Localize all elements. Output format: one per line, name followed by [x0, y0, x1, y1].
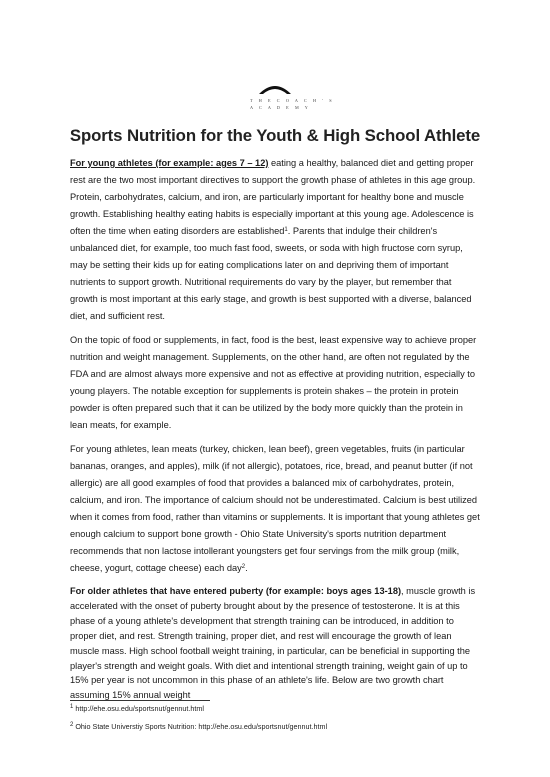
footnote-ref-1[interactable]: 1 — [284, 227, 288, 233]
paragraph-text: . Parents that indulge their children's unbalanced diet, for example, too much fast food, sweets, or soda with high fructose corn syrup, may be setting their kids up for eating complications later on and depriving them of important nutrients to support growth. Nutritional requirements do vary by the player, but remember that growth is most important at this early stage, and growth is best supported with a diverse, balanced diet, and sufficient rest. — [70, 226, 472, 321]
coaches-academy-logo — [250, 82, 335, 112]
paragraph-food-supplements: On the topic of food or supplements, in fact, food is the best, least expensive way to achieve proper nutrition and weight management. Supplements, on the other hand, are often not regulated by the FDA and are almost always more expensive and not as effective at providing nutrition, especially to young players. The notable exception for supplements is protein shakes – the protein in protein powder is often prepared such that it can be utilized by the body more quickly than the protein in lean meats, for example. — [70, 335, 477, 430]
paragraph-text: . — [245, 563, 248, 573]
logo-arc-icon — [257, 82, 293, 96]
paragraph-older-athletes — [70, 584, 481, 703]
older-athletes-heading: For older athletes that have entered puberty (for example: boys ages 13-18) — [70, 586, 402, 596]
footnote-link-2[interactable]: Ohio State Universtiy Sports Nutrition: http://ehe.osu.edu/sportsnut/gennut.html — [73, 722, 328, 731]
document-body — [70, 155, 481, 710]
footnote-1 — [70, 704, 204, 713]
footnote-link-1[interactable]: http://ehe.osu.edu/sportsnut/gennut.html — [73, 704, 205, 713]
footnote-2 — [70, 722, 327, 731]
footnote-number-1: 1 — [70, 704, 74, 710]
paragraph-text: eating a healthy, balanced diet and getting proper rest are the two most important directives to support the growth phase of athletes in this age group. Protein, carbohydrates, calcium, and iron, are particularly important for healthy bone and muscle growth. Establishing healthy eating habits is especially important at this young age. Adolescence is often the time when eating disorders are established — [70, 158, 476, 236]
footnote-number-2: 2 — [70, 722, 74, 728]
logo-text-line2: A C A D E M Y — [250, 105, 311, 110]
footnote-divider — [70, 700, 210, 701]
paragraph-text: , muscle growth is accelerated with the onset of puberty brought about by the presence of testosterone. It is at this phase of a young athlete's development that strength training can be introduced, in addition to proper diet, and rest. Strength training, proper diet, and rest will encourage the growth of lean muscle mass. High school football weight training, in particular, can be beneficial in supporting the player's strength and weight goals. With diet and intentional strength training, weight gain of up to 15% per year is not uncommon in this phase of an athlete's life. Below are two growth chart assuming 15% annual weight — [70, 586, 476, 701]
footnote-ref-2[interactable]: 2 — [241, 564, 246, 570]
paragraph-young-athletes — [70, 155, 481, 325]
document-title: Sports Nutrition for the Youth & High School Athlete — [69, 126, 481, 145]
paragraph-text: For young athletes, lean meats (turkey, chicken, lean beef), green vegetables, fruits (in particular bananas, oranges, and apples), milk (if not allergic), potatoes, rice, bread, and peanut butter (if not allergic) are all good examples of food that provides a balanced mix of carbohydrates, protein, calcium, and iron. The importance of calcium should not be underestimated. Calcium is best utilized when it comes from food, rather than vitamins or supplements. It is important that young athletes get enough calcium to support bone growth - Ohio State University's sports nutrition department recommends that non lactose intollerant youngsters get four servings from the milk group (milk, cheese, yogurt, cottage cheese) each day — [70, 444, 480, 573]
young-athletes-heading: For young athletes (for example: ages 7 – 12) — [70, 158, 269, 168]
paragraph-food-examples — [70, 441, 481, 577]
logo-text-line1: T H E C O A C H ' S — [250, 98, 335, 103]
